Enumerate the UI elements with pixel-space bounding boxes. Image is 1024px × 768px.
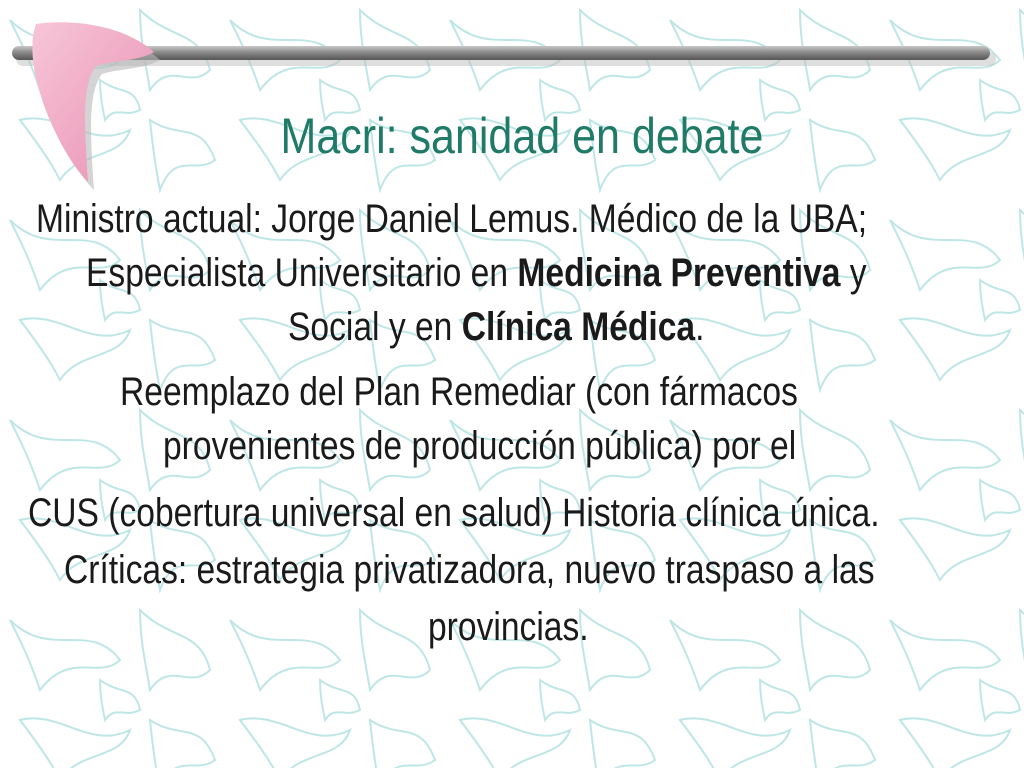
text-run: Social y en <box>288 305 462 349</box>
text-line <box>163 422 796 470</box>
slide-title: Macri: sanidad en debate <box>280 108 764 164</box>
text-run: Críticas: estrategia privatizadora, nuevo traspaso a las <box>64 548 875 592</box>
text-run: provenientes de producción pública) por el <box>163 424 797 468</box>
text-run: y <box>840 251 867 295</box>
text-line <box>120 368 798 416</box>
text-line <box>28 489 880 537</box>
text-run: provincias. <box>428 605 589 649</box>
text-line <box>36 195 867 243</box>
text-run: Especialista Universitario en <box>86 251 518 295</box>
emphasized-text: Medicina Preventiva <box>517 251 841 295</box>
text-run: Ministro actual: Jorge Daniel Lemus. Médico de la UBA; <box>36 197 868 241</box>
text-line <box>64 546 875 594</box>
text-line <box>86 249 867 297</box>
text-line <box>288 303 704 351</box>
text-line <box>428 603 589 651</box>
text-run: CUS (cobertura universal en salud) Historia clínica única. <box>28 491 880 535</box>
text-run: Reemplazo del Plan Remediar (con fármacos <box>120 370 798 414</box>
text-run: . <box>695 305 705 349</box>
emphasized-text: Clínica Médica <box>461 305 696 349</box>
